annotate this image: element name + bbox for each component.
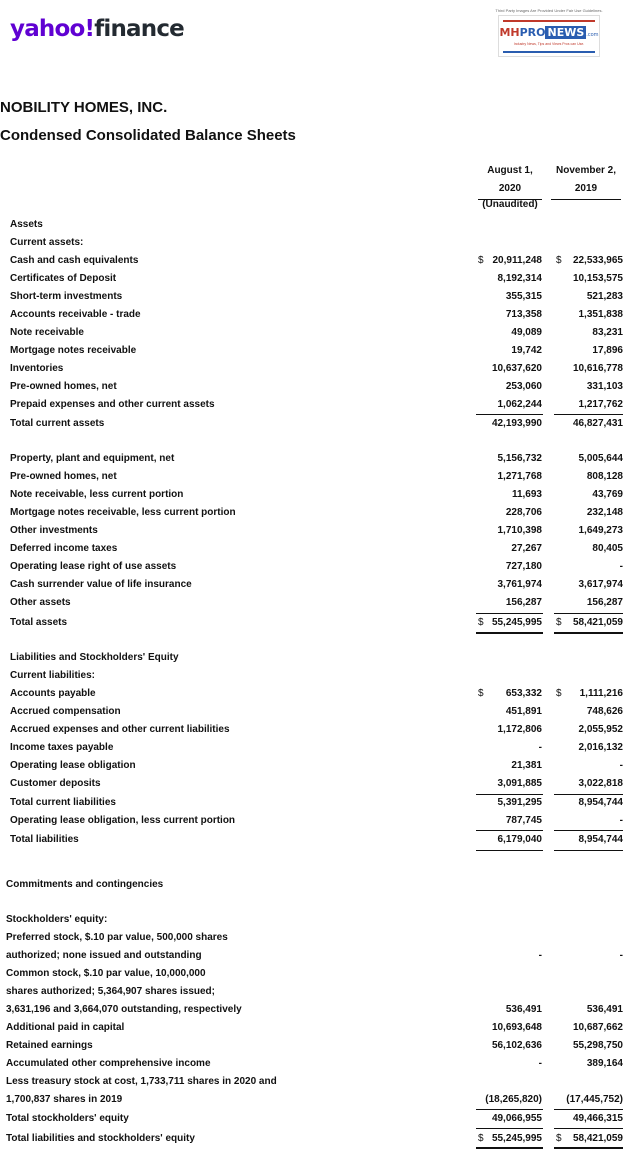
subtotal-rule — [476, 794, 543, 795]
table-row — [0, 1019, 626, 1037]
table-row — [0, 812, 626, 830]
logo-finance: finance — [94, 16, 184, 42]
subtotal-rule — [476, 850, 543, 851]
table-row — [0, 1073, 626, 1091]
subtotal-rule — [554, 830, 623, 831]
currency-symbol: $ — [478, 255, 484, 266]
value-aug-2020: - — [538, 1058, 542, 1069]
value-aug-2020: 55,245,995 — [491, 1133, 542, 1144]
value-nov-2019: 3,617,974 — [578, 579, 623, 590]
row-label: Stockholders' equity: — [6, 914, 108, 925]
table-row — [0, 594, 626, 612]
value-aug-2020: 11,693 — [511, 489, 542, 500]
row-label: Current liabilities: — [10, 670, 96, 681]
row-label: Commitments and contingencies — [6, 879, 164, 890]
table-row — [0, 831, 626, 849]
currency-symbol: $ — [556, 617, 562, 628]
value-nov-2019: 156,287 — [586, 597, 623, 608]
table-row — [0, 721, 626, 739]
row-label: Total liabilities — [10, 834, 79, 845]
value-aug-2020: 27,267 — [511, 543, 542, 554]
table-row — [0, 1110, 626, 1128]
row-label: Accrued compensation — [10, 706, 121, 717]
table-row — [0, 739, 626, 757]
value-aug-2020: 1,172,806 — [497, 724, 542, 735]
row-label: Accounts receivable - trade — [10, 309, 141, 320]
row-label: Accounts payable — [10, 688, 96, 699]
badge-tagline: Industry News, Tips and Views Pros can Use. — [513, 42, 585, 46]
mhpronews-logo-card — [498, 15, 600, 57]
value-aug-2020: 10,693,648 — [491, 1022, 542, 1033]
value-nov-2019: 232,148 — [586, 507, 623, 518]
unaudited-note: (Unaudited) — [482, 199, 538, 210]
value-aug-2020: 5,391,295 — [497, 797, 542, 808]
row-label: Customer deposits — [10, 778, 101, 789]
row-label: Assets — [10, 219, 43, 230]
value-aug-2020: 49,066,955 — [491, 1113, 542, 1124]
table-row — [0, 983, 626, 1001]
table-row — [0, 703, 626, 721]
row-label: Cash surrender value of life insurance — [10, 579, 192, 590]
value-nov-2019: 1,111,216 — [579, 688, 623, 699]
table-row — [0, 486, 626, 504]
table-row — [0, 929, 626, 947]
table-row — [0, 468, 626, 486]
value-aug-2020: 1,271,768 — [497, 471, 542, 482]
value-aug-2020: 8,192,314 — [497, 273, 542, 284]
table-row — [0, 540, 626, 558]
value-nov-2019: 46,827,431 — [572, 418, 623, 429]
row-label: Mortgage notes receivable — [10, 345, 137, 356]
table-row — [0, 324, 626, 342]
value-aug-2020: 713,358 — [505, 309, 542, 320]
row-label: Preferred stock, $.10 par value, 500,000 shares — [6, 932, 228, 943]
table-row — [0, 1001, 626, 1019]
value-aug-2020: 1,710,398 — [497, 525, 542, 536]
row-label: Total current assets — [10, 418, 105, 429]
table-row — [0, 576, 626, 594]
total-double-rule — [554, 1147, 623, 1149]
row-label: Pre-owned homes, net — [10, 471, 117, 482]
row-label: Note receivable — [10, 327, 84, 338]
row-label: Total assets — [10, 617, 68, 628]
fair-use-note: Third Party Images Are Provided Under Fair Use Guidelines. — [495, 8, 603, 13]
row-label: Property, plant and equipment, net — [10, 453, 175, 464]
table-row — [0, 649, 626, 667]
currency-symbol: $ — [556, 255, 562, 266]
value-nov-2019: 10,616,778 — [572, 363, 623, 374]
table-row — [0, 614, 626, 632]
value-aug-2020: - — [538, 742, 542, 753]
value-nov-2019: - — [619, 760, 623, 771]
company-name: NOBILITY HOMES, INC. — [0, 99, 168, 116]
value-nov-2019: 521,283 — [586, 291, 623, 302]
value-aug-2020: 653,332 — [505, 688, 542, 699]
value-nov-2019: 58,421,059 — [572, 617, 623, 628]
table-row — [0, 1130, 626, 1148]
value-aug-2020: 727,180 — [505, 561, 542, 572]
value-nov-2019: 49,466,315 — [572, 1113, 623, 1124]
value-nov-2019: - — [619, 950, 623, 961]
value-aug-2020: - — [538, 950, 542, 961]
row-label: Inventories — [10, 363, 64, 374]
value-nov-2019: 8,954,744 — [578, 797, 623, 808]
value-aug-2020: 19,742 — [511, 345, 542, 356]
value-nov-2019: 1,649,273 — [578, 525, 623, 536]
row-label: Operating lease right of use assets — [10, 561, 177, 572]
currency-symbol: $ — [478, 1133, 484, 1144]
row-label: Cash and cash equivalents — [10, 255, 139, 266]
value-nov-2019: 748,626 — [586, 706, 623, 717]
subtotal-rule — [476, 1109, 543, 1110]
mhpronews-badge — [486, 8, 612, 60]
value-aug-2020: 156,287 — [505, 597, 542, 608]
yahoo-finance-logo[interactable] — [10, 14, 184, 44]
value-aug-2020: 228,706 — [505, 507, 542, 518]
row-label: Deferred income taxes — [10, 543, 118, 554]
table-row — [0, 216, 626, 234]
column-header-nov-2019: November 2, 2019 — [551, 162, 621, 200]
value-aug-2020: 49,089 — [511, 327, 542, 338]
subtotal-rule — [476, 613, 543, 614]
value-nov-2019: 1,351,838 — [578, 309, 623, 320]
row-label: 1,700,837 shares in 2019 — [6, 1094, 123, 1105]
subtotal-rule — [554, 1109, 623, 1110]
value-aug-2020: (18,265,820) — [485, 1094, 542, 1105]
row-label: Accumulated other comprehensive income — [6, 1058, 211, 1069]
subtotal-rule — [554, 850, 623, 851]
value-nov-2019: - — [619, 561, 623, 572]
total-double-rule — [554, 632, 623, 634]
table-row — [0, 911, 626, 929]
value-aug-2020: 42,193,990 — [491, 418, 542, 429]
subtotal-rule — [476, 414, 543, 415]
value-nov-2019: 83,231 — [592, 327, 623, 338]
table-row — [0, 1055, 626, 1073]
row-label: Total current liabilities — [10, 797, 116, 808]
subtotal-rule — [554, 1128, 623, 1129]
table-row — [0, 252, 626, 270]
value-aug-2020: 536,491 — [505, 1004, 542, 1015]
value-nov-2019: 55,298,750 — [572, 1040, 623, 1051]
value-nov-2019: 2,055,952 — [578, 724, 623, 735]
table-row — [0, 876, 626, 894]
value-nov-2019: 2,016,132 — [578, 742, 623, 753]
currency-symbol: $ — [478, 688, 484, 699]
row-label: Short-term investments — [10, 291, 123, 302]
value-aug-2020: 1,062,244 — [497, 399, 542, 410]
value-aug-2020: 6,179,040 — [497, 834, 542, 845]
value-aug-2020: 253,060 — [505, 381, 542, 392]
column-header-aug-2020: August 1, 2020 — [478, 162, 542, 200]
total-double-rule — [476, 1147, 543, 1149]
value-nov-2019: 10,687,662 — [572, 1022, 623, 1033]
table-row — [0, 1091, 626, 1109]
badge-red-bar — [503, 20, 595, 22]
table-row — [0, 794, 626, 812]
value-nov-2019: 331,103 — [586, 381, 623, 392]
row-label: Other investments — [10, 525, 98, 536]
row-label: Common stock, $.10 par value, 10,000,000 — [6, 968, 206, 979]
total-double-rule — [476, 632, 543, 634]
table-row — [0, 270, 626, 288]
currency-symbol: $ — [478, 617, 484, 628]
value-nov-2019: 1,217,762 — [578, 399, 623, 410]
value-aug-2020: 355,315 — [505, 291, 542, 302]
value-aug-2020: 3,761,974 — [497, 579, 542, 590]
statement-title: Condensed Consolidated Balance Sheets — [0, 127, 296, 144]
value-nov-2019: 5,005,644 — [578, 453, 623, 464]
value-nov-2019: 389,164 — [586, 1058, 623, 1069]
row-label: Retained earnings — [6, 1040, 93, 1051]
row-label: Other assets — [10, 597, 71, 608]
table-row — [0, 757, 626, 775]
value-nov-2019: 8,954,744 — [578, 834, 623, 845]
row-label: Operating lease obligation, less current portion — [10, 815, 236, 826]
row-label: Liabilities and Stockholders' Equity — [10, 652, 179, 663]
value-aug-2020: 3,091,885 — [497, 778, 542, 789]
row-label: Certificates of Deposit — [10, 273, 117, 284]
row-label: Note receivable, less current portion — [10, 489, 184, 500]
row-label: authorized; none issued and outstanding — [6, 950, 202, 961]
value-aug-2020: 21,381 — [511, 760, 542, 771]
value-nov-2019: 17,896 — [592, 345, 623, 356]
row-label: 3,631,196 and 3,664,070 outstanding, respectively — [6, 1004, 242, 1015]
table-row — [0, 360, 626, 378]
mhpronews-wordmark: MHPRO NEWS .com — [499, 26, 599, 39]
value-aug-2020: 10,637,620 — [491, 363, 542, 374]
row-label: shares authorized; 5,364,907 shares issued; — [6, 986, 215, 997]
currency-symbol: $ — [556, 688, 562, 699]
logo-yahoo: yahoo! — [10, 16, 95, 42]
table-row — [0, 234, 626, 252]
subtotal-rule — [476, 830, 543, 831]
row-label: Additional paid in capital — [6, 1022, 125, 1033]
row-label: Current assets: — [10, 237, 84, 248]
value-nov-2019: (17,445,752) — [566, 1094, 623, 1105]
table-row — [0, 965, 626, 983]
table-row — [0, 775, 626, 793]
subtotal-rule — [476, 1128, 543, 1129]
value-aug-2020: 55,245,995 — [491, 617, 542, 628]
row-label: Mortgage notes receivable, less current portion — [10, 507, 236, 518]
table-row — [0, 667, 626, 685]
table-row — [0, 415, 626, 433]
row-label: Total liabilities and stockholders' equity — [6, 1133, 195, 1144]
value-nov-2019: 536,491 — [586, 1004, 623, 1015]
row-label: Operating lease obligation — [10, 760, 136, 771]
subtotal-rule — [554, 794, 623, 795]
table-row — [0, 685, 626, 703]
value-nov-2019: 80,405 — [592, 543, 623, 554]
row-label: Less treasury stock at cost, 1,733,711 shares in 2020 and — [6, 1076, 277, 1087]
row-label: Pre-owned homes, net — [10, 381, 117, 392]
badge-blue-bar — [503, 51, 595, 53]
value-nov-2019: - — [619, 815, 623, 826]
table-row — [0, 504, 626, 522]
row-label: Total stockholders' equity — [6, 1113, 129, 1124]
table-row — [0, 1037, 626, 1055]
value-aug-2020: 20,911,248 — [492, 255, 542, 266]
value-aug-2020: 5,156,732 — [497, 453, 542, 464]
subtotal-rule — [554, 613, 623, 614]
table-row — [0, 450, 626, 468]
row-label: Income taxes payable — [10, 742, 114, 753]
table-row — [0, 947, 626, 965]
table-row — [0, 396, 626, 414]
row-label: Accrued expenses and other current liabilities — [10, 724, 230, 735]
table-row — [0, 522, 626, 540]
value-nov-2019: 808,128 — [586, 471, 623, 482]
value-nov-2019: 22,533,965 — [572, 255, 623, 266]
table-row — [0, 306, 626, 324]
row-label: Prepaid expenses and other current assets — [10, 399, 215, 410]
currency-symbol: $ — [556, 1133, 562, 1144]
value-nov-2019: 3,022,818 — [578, 778, 623, 789]
value-aug-2020: 56,102,636 — [491, 1040, 542, 1051]
value-nov-2019: 10,153,575 — [572, 273, 623, 284]
table-row — [0, 558, 626, 576]
value-nov-2019: 58,421,059 — [572, 1133, 623, 1144]
value-aug-2020: 787,745 — [505, 815, 542, 826]
subtotal-rule — [554, 414, 623, 415]
table-row — [0, 378, 626, 396]
value-nov-2019: 43,769 — [592, 489, 623, 500]
table-row — [0, 288, 626, 306]
table-row — [0, 342, 626, 360]
value-aug-2020: 451,891 — [505, 706, 542, 717]
